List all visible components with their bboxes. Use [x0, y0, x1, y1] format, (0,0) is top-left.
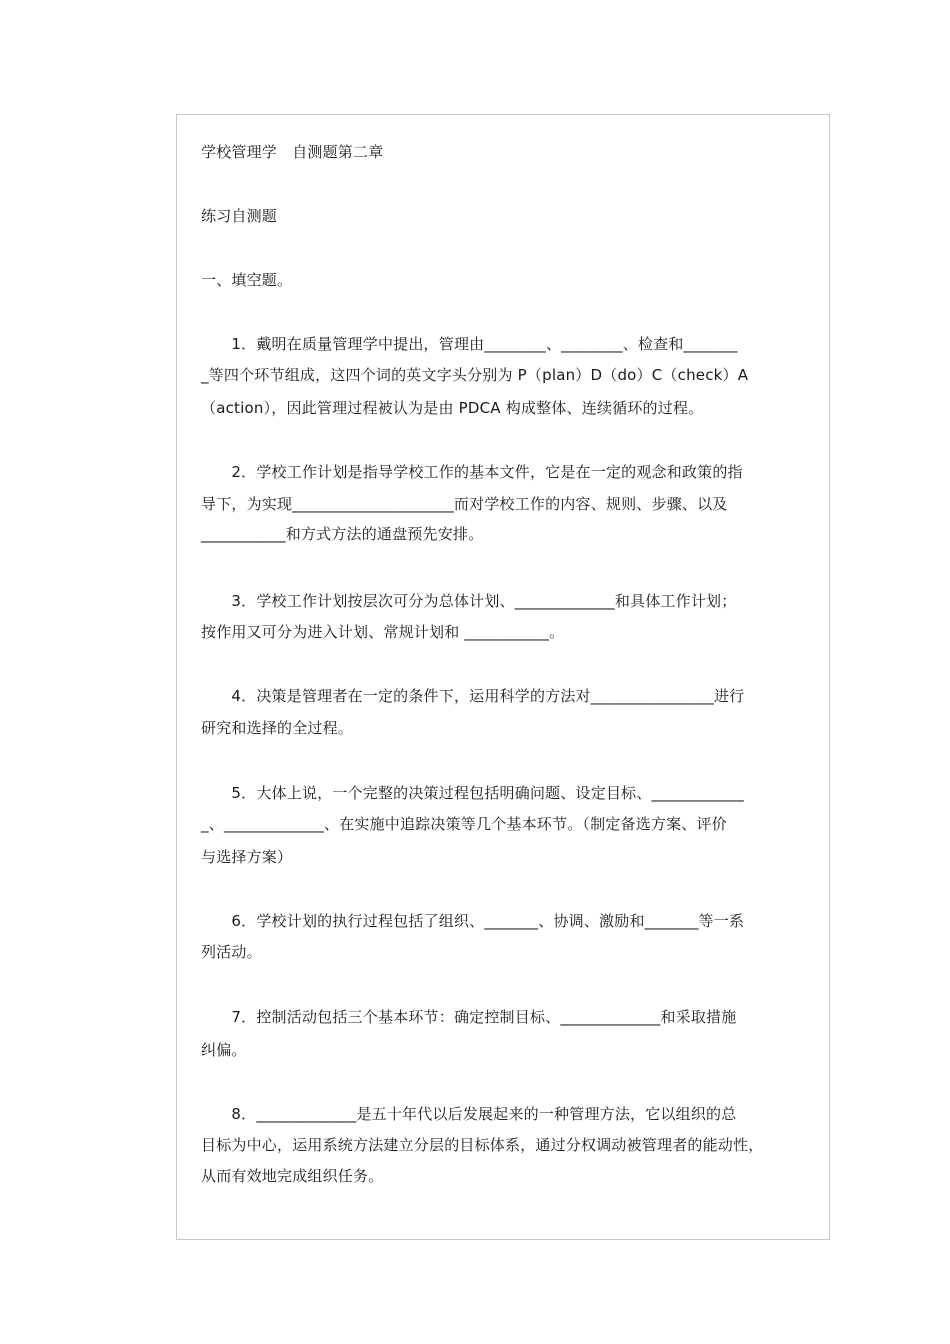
- question-1-line-3: （action），因此管理过程被认为是由 PDCA 构成整体、连续循环的过程。: [201, 399, 704, 417]
- question-3-line-1: 3．学校工作计划按层次可分为总体计划、_____________和具体工作计划；: [201, 592, 737, 610]
- document-title: 学校管理学 自测题第二章: [201, 143, 384, 161]
- document-subtitle: 练习自测题: [201, 207, 278, 225]
- question-8-line-2: 目标为中心，运用系统方法建立分层的目标体系，通过分权调动被管理者的能动性，: [201, 1136, 764, 1154]
- question-2-line-3: ___________和方式方法的通盘预先安排。: [201, 525, 484, 543]
- section-heading: 一、填空题。: [201, 271, 293, 289]
- question-3-line-2: 按作用又可分为进入计划、常规计划和 ___________。: [201, 623, 565, 641]
- question-2-line-1: 2．学校工作计划是指导学校工作的基本文件，它是在一定的观念和政策的指: [201, 463, 743, 481]
- question-8-line-1: 8．_____________是五十年代以后发展起来的一种管理方法，它以组织的总: [201, 1105, 737, 1123]
- question-4-line-2: 研究和选择的全过程。: [201, 719, 354, 737]
- question-2-line-2: 导下，为实现_____________________而对学校工作的内容、规则、步骤、以及: [201, 495, 728, 513]
- question-6-line-1: 6．学校计划的执行过程包括了组织、_______、协调、激励和_______等一系: [201, 912, 745, 930]
- question-5-line-1: 5．大体上说，一个完整的决策过程包括明确问题、设定目标、____________: [201, 784, 744, 802]
- question-5-line-2: _、_____________、在实施中追踪决策等几个基本环节。（制定备选方案、评价: [201, 815, 727, 833]
- question-6-line-2: 列活动。: [201, 943, 262, 961]
- question-7-line-2: 纠偏。: [201, 1041, 247, 1059]
- question-5-line-3: 与选择方案）: [201, 848, 293, 866]
- question-1-line-2: _等四个环节组成，这四个词的英文字头分别为 P（plan）D（do）C（check）A: [201, 366, 749, 384]
- question-4-line-1: 4．决策是管理者在一定的条件下，运用科学的方法对________________进行: [201, 687, 745, 705]
- question-7-line-1: 7．控制活动包括三个基本环节：确定控制目标、_____________和采取措施: [201, 1008, 737, 1026]
- question-8-line-3: 从而有效地完成组织任务。: [201, 1167, 384, 1185]
- question-1-line-1: 1．戴明在质量管理学中提出，管理由________、________、检查和_______: [201, 335, 738, 353]
